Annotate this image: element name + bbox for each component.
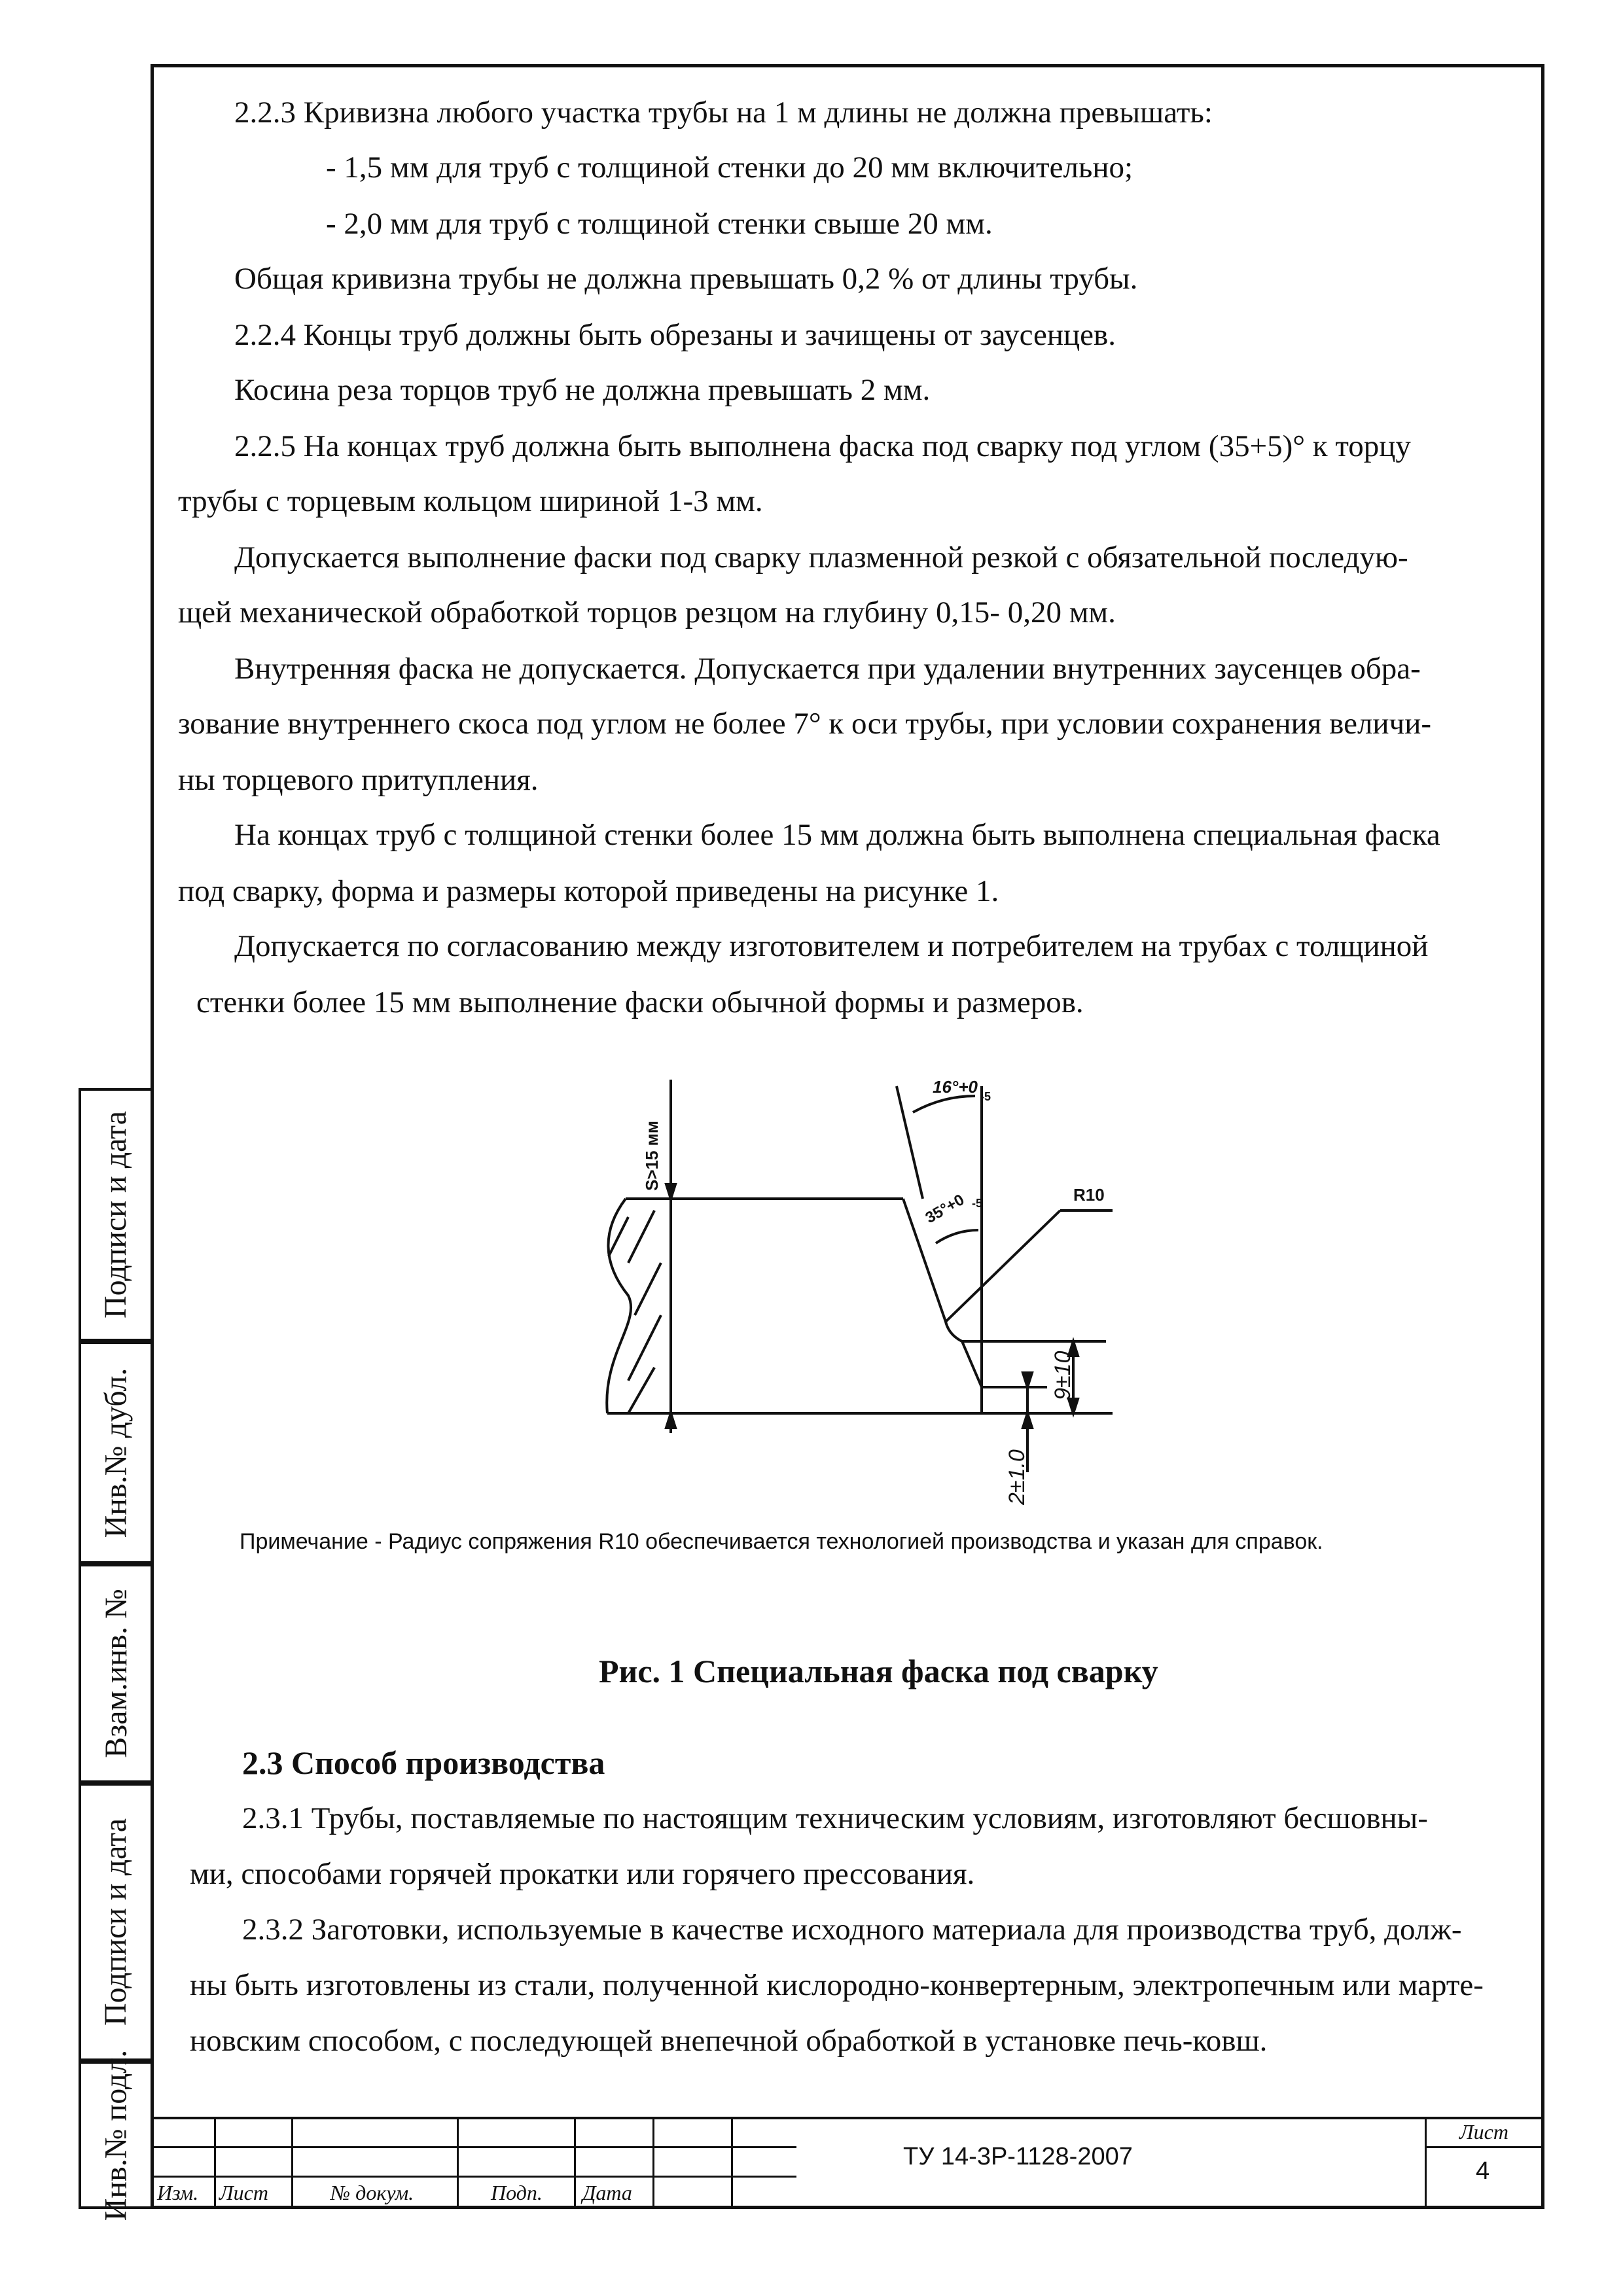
paragraph-2-2-4: 2.2.4 Концы труб должны быть обрезаны и зачищены от заусенцев. <box>234 318 1116 352</box>
paragraph-2-2-5-line2: трубы с торцевым кольцом шириной 1-3 мм. <box>178 484 763 518</box>
paragraph-special-bevel-line1: На концах труб с толщиной стенки более 15 мм должна быть выполнена специальная фаска <box>234 818 1440 852</box>
paragraph-2-2-5-line1: 2.2.5 На концах труб должна быть выполнена фаска под сварку под углом (35+5)° к торцу <box>234 429 1411 463</box>
paragraph-2-3-2-line2: ны быть изготовлены из стали, полученной кислородно-конвертерным, электропечным или марте- <box>190 1968 1484 2002</box>
paragraph-cut-skew: Косина реза торцов труб не должна превышать 2 мм. <box>234 373 931 407</box>
side-label-text: Подписи и дата <box>98 1110 134 1319</box>
document-code: ТУ 14-3Р-1128-2007 <box>903 2143 1133 2170</box>
label-2: 2±1.0 <box>1005 1449 1029 1505</box>
stamp-nom-dokum: № докум. <box>330 2181 414 2204</box>
side-label-text: Инв.№ подл. <box>98 2049 134 2221</box>
paragraph-total-curvature: Общая кривизна трубы не должна превышать 0,2 % от длины трубы. <box>234 262 1138 296</box>
paragraph-agreement-line1: Допускается по согласованию между изготовителем и потребителем на трубах с толщиной <box>234 929 1429 963</box>
label-angle-35: 35°+0 <box>922 1190 968 1227</box>
figure-caption: Рис. 1 Специальная фаска под сварку <box>599 1653 1158 1689</box>
stamp-list: Лист <box>219 2181 268 2204</box>
side-label-signatures-bottom <box>79 1783 151 2061</box>
stamp-podp: Подп. <box>491 2181 543 2204</box>
page-number: 4 <box>1476 2157 1490 2185</box>
label-angle-35-tol: -5 <box>972 1197 983 1210</box>
side-label-text: Подписи и дата <box>98 1818 134 2026</box>
paragraph-inner-bevel-line3: ны торцевого притупления. <box>178 763 539 797</box>
paragraph-2-3-1-line1: 2.3.1 Трубы, поставляемые по настоящим техническим условиям, изготовляют бесшовны- <box>242 1801 1428 1835</box>
pipe-break-line <box>607 1199 631 1413</box>
paragraph-2-3-2-line3: новским способом, с последующей внепечной обработкой в установке печь-ковш. <box>190 2024 1268 2058</box>
label-thickness: S>15 мм <box>642 1120 662 1191</box>
label-r10: R10 <box>1073 1185 1105 1205</box>
side-label-text: Взам.инв. № <box>98 1589 134 1758</box>
paragraph-2-3-1-line2: ми, способами горячей прокатки или горячего прессования. <box>190 1857 975 1891</box>
side-label-inv-podl <box>79 2049 151 2221</box>
paragraph-plasma-line1: Допускается выполнение фаски под сварку плазменной резкой с обязательной последую- <box>234 540 1408 574</box>
list-item-2-0mm: - 2,0 мм для труб с толщиной стенки свыше 20 мм. <box>326 207 993 241</box>
section-heading-2-3: 2.3 Способ производства <box>242 1744 605 1781</box>
paragraph-2-2-3: 2.2.3 Кривизна любого участка трубы на 1 м длины не должна превышать: <box>234 96 1213 130</box>
paragraph-agreement-line2: стенки более 15 мм выполнение фаски обычной формы и размеров. <box>196 985 1084 1019</box>
stamp-data: Дата <box>582 2181 632 2204</box>
r10-leader <box>946 1210 1060 1322</box>
stamp-list-label: Лист <box>1459 2120 1508 2144</box>
side-label-vzam-inv <box>79 1564 151 1783</box>
label-9: 9±10 <box>1050 1351 1075 1400</box>
label-angle-16-tol: -5 <box>980 1090 991 1103</box>
side-label-signatures-top <box>79 1088 151 1341</box>
paragraph-inner-bevel-line2: зование внутреннего скоса под углом не более 7° к оси трубы, при условии сохранения величи- <box>178 707 1431 741</box>
paragraph-plasma-line2: щей механической обработкой торцов резцом на глубину 0,15- 0,20 мм. <box>178 595 1116 629</box>
paragraph-2-3-2-line1: 2.3.2 Заготовки, используемые в качестве исходного материала для производства труб, долж- <box>242 1913 1462 1947</box>
side-label-text: Инв.№ дубл. <box>98 1368 134 1538</box>
stamp-izm: Изм. <box>157 2181 199 2204</box>
list-item-1-5mm: - 1,5 мм для труб с толщиной стенки до 20 мм включительно; <box>326 150 1133 185</box>
paragraph-special-bevel-line2: под сварку, форма и размеры которой приведены на рисунке 1. <box>178 874 999 908</box>
paragraph-inner-bevel-line1: Внутренняя фаска не допускается. Допускается при удалении внутренних заусенцев обра- <box>234 652 1421 686</box>
figure-note: Примечание - Радиус сопряжения R10 обеспечивается технологией производства и указан для справок. <box>240 1529 1323 1554</box>
title-block <box>154 2117 1541 2206</box>
bevel-drawing <box>589 1047 1145 1518</box>
side-label-inv-dubl <box>79 1341 151 1564</box>
label-angle-16: 16°+0 <box>933 1077 978 1097</box>
